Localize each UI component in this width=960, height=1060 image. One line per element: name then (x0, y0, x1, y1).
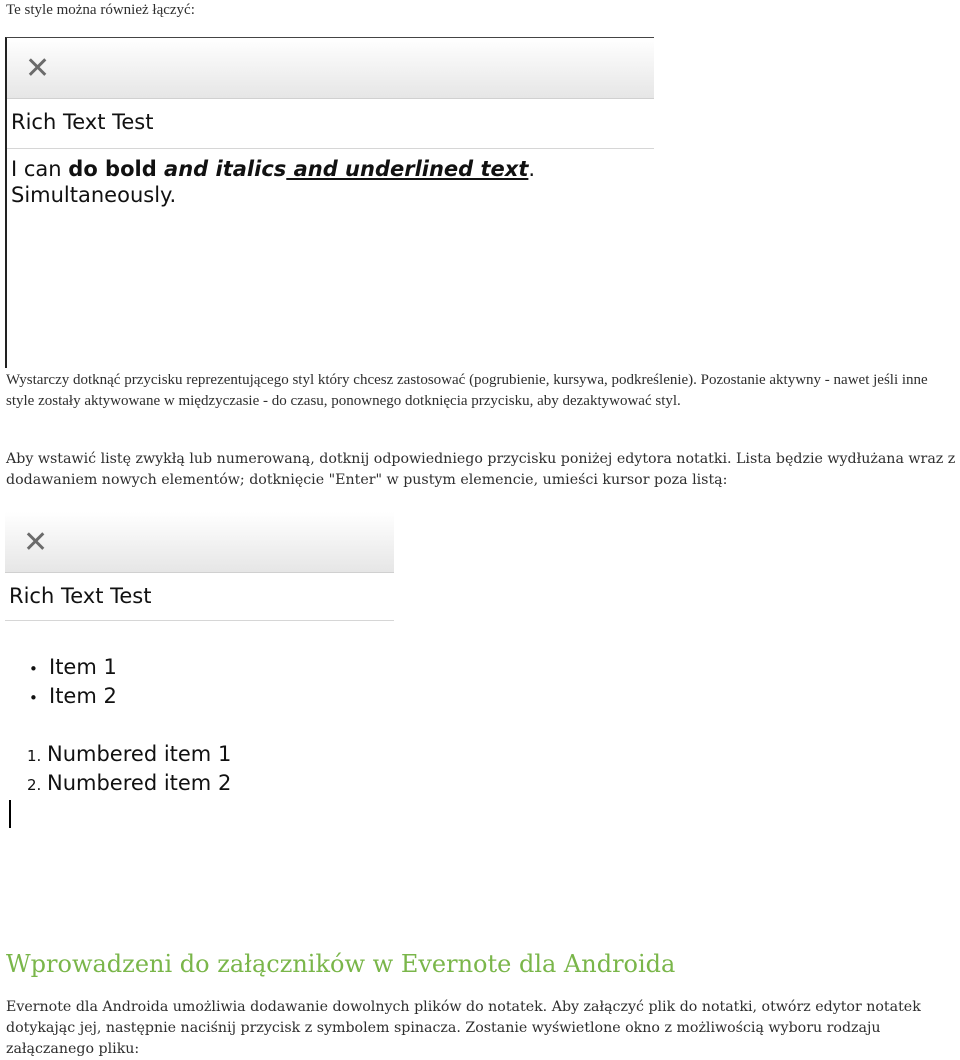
rich-text-screenshot-bold-italic (5, 37, 654, 368)
bullet-item: • Item 2 (29, 684, 117, 708)
note-title: Rich Text Test (9, 584, 152, 608)
editor-title-bar (7, 38, 654, 99)
paragraph-lists: Aby wstawić listę zwykłą lub numerowaną, dotknij odpowiedniego przycisku poniżej edytora notatki. Lista będzie wydłużana wraz z dodawaniem nowych elementów; dotknięcie "Enter" w pustym elemencie, umieści kursor poza listą: (6, 451, 956, 488)
title-divider (5, 620, 394, 621)
close-icon: ✕ (25, 51, 51, 86)
numbered-item: 1. Numbered item 1 (27, 742, 232, 766)
note-body (11, 156, 641, 208)
numbered-item: 2. Numbered item 2 (27, 771, 232, 795)
editor-title-bar (5, 512, 394, 573)
body-line-1: I can do bold and italics and underlined text. (11, 157, 536, 181)
text-cursor (9, 800, 11, 828)
paragraph-attachments: Evernote dla Androida umożliwia dodawanie dowolnych plików do notatek. Aby załączyć plik do notatki, otwórz edytor notatek dotykając jej, następnie naciśnij przycisk z symbolem spinacza. Zostanie wyświetlone okno z możliwością wyboru rodzaju załączanego pliku: (6, 999, 921, 1057)
paragraph-styles-toggle: Wystarczy dotknąć przycisku reprezentującego styl który chcesz zastosować (pogrubienie, kursywa, podkreślenie). Pozostanie aktywny - nawet jeśli inne style zostały aktywowane w międzyczasie - do czasu, ponownego dotknięcia przycisku, aby dezaktywować styl. (6, 372, 928, 409)
body-line-2: Simultaneously. (11, 183, 177, 207)
close-icon: ✕ (23, 525, 49, 560)
section-heading: Wprowadzeni do załączników w Evernote dla Androida (6, 950, 676, 978)
intro-text: Te style można również łączyć: (6, 2, 195, 18)
rich-text-screenshot-lists (5, 512, 394, 888)
bullet-item: • Item 1 (29, 655, 117, 679)
note-title: Rich Text Test (11, 110, 154, 134)
title-divider (7, 148, 654, 149)
